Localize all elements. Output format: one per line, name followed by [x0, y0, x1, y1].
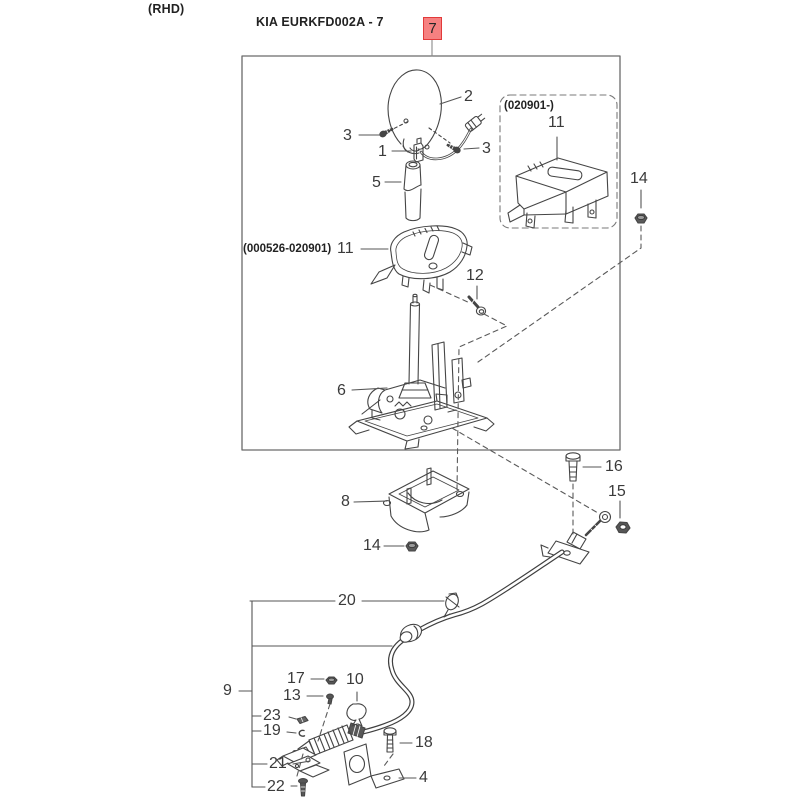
ring-19-drawing: [299, 730, 304, 736]
highlighted-callout-7[interactable]: 7: [423, 17, 442, 40]
part-label-3-left[interactable]: 3: [343, 127, 352, 144]
clip-10-drawing: [347, 704, 366, 726]
orientation-label: (RHD): [148, 2, 185, 16]
shift-knob-drawing: [388, 70, 441, 154]
part-label-2[interactable]: 2: [464, 88, 473, 105]
part-label-15[interactable]: 15: [608, 483, 626, 500]
part-label-11-panel[interactable]: 11: [337, 240, 354, 257]
part-label-10[interactable]: 10: [346, 671, 364, 688]
part-label-23[interactable]: 23: [263, 707, 281, 724]
part-label-13[interactable]: 13: [283, 687, 301, 704]
inset-indicator-panel-drawing: [508, 158, 608, 228]
part-label-21[interactable]: 21: [269, 755, 287, 772]
lever-sleeve-drawing: [404, 161, 421, 221]
part-label-18[interactable]: 18: [415, 734, 433, 751]
bolt-18-drawing: [384, 728, 396, 752]
part-label-14-bottom[interactable]: 14: [363, 537, 381, 554]
part-label-22[interactable]: 22: [267, 778, 285, 795]
nut-15-drawing: [616, 522, 630, 533]
panel-range-label: (000526-020901): [243, 243, 332, 255]
control-cable-drawing: [363, 552, 562, 732]
bolt-13-drawing: [327, 694, 334, 704]
part-label-4[interactable]: 4: [419, 769, 428, 786]
part-label-16[interactable]: 16: [605, 458, 623, 475]
part-label-19[interactable]: 19: [263, 722, 281, 739]
inset-range-label: (020901-): [504, 100, 554, 112]
part-label-12[interactable]: 12: [466, 267, 484, 284]
part-label-17[interactable]: 17: [287, 670, 305, 687]
bolt-16-drawing: [566, 453, 580, 481]
screw-22-drawing: [299, 779, 308, 796]
part-label-1[interactable]: 1: [378, 143, 387, 160]
part-label-3-right[interactable]: 3: [482, 140, 491, 157]
nut-14-right: [635, 214, 647, 223]
support-bracket-4-drawing: [344, 744, 404, 788]
part-label-20[interactable]: 20: [338, 592, 356, 609]
diagram-title: KIA EURKFD002A - 7: [256, 15, 384, 29]
screw-right-dash: [429, 128, 450, 143]
indicator-panel-drawing: [371, 226, 472, 293]
knob-wire-harness: [421, 113, 486, 159]
nut-17-drawing: [326, 677, 337, 684]
part-label-14-right[interactable]: 14: [630, 170, 648, 187]
part-label-9[interactable]: 9: [223, 682, 232, 699]
screw-left-dash: [389, 121, 409, 131]
clip-23-drawing: [297, 717, 308, 724]
part-label-6[interactable]: 6: [337, 382, 346, 399]
nut-14-bottom: [406, 542, 418, 551]
part-label-11-inset[interactable]: 11: [548, 114, 565, 131]
part-label-5[interactable]: 5: [372, 174, 381, 191]
part-label-8[interactable]: 8: [341, 493, 350, 510]
panel-screw-drawing: [469, 297, 486, 315]
shifter-assembly-drawing: [349, 294, 494, 449]
lower-housing-drawing: [384, 468, 470, 532]
knob-screw-left: [379, 126, 394, 137]
